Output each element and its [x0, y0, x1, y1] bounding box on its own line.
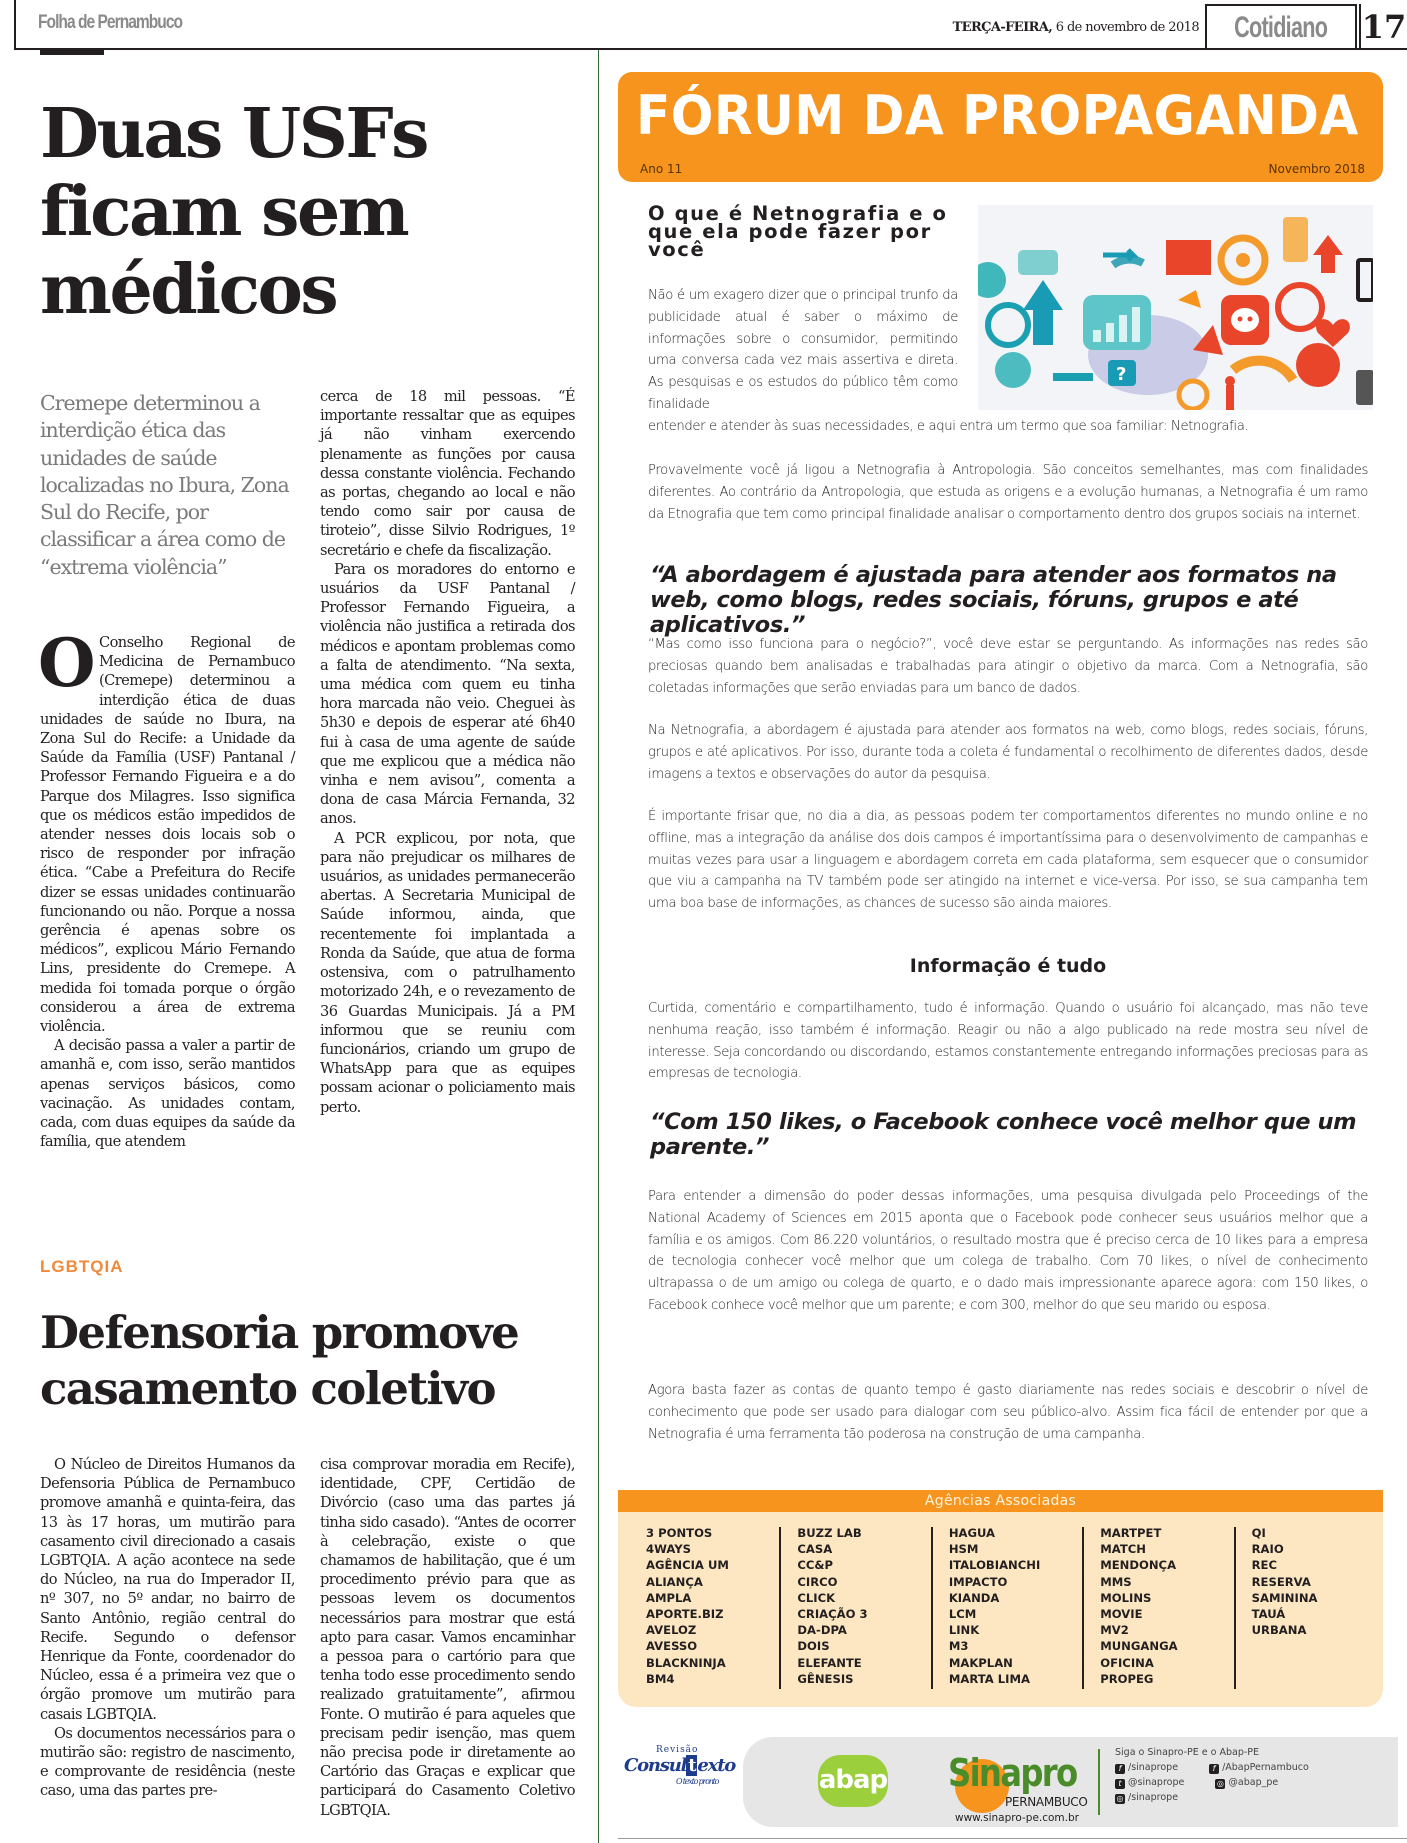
agency-column [1246, 1525, 1383, 1689]
facebook-handle: /sinaprope [1128, 1762, 1179, 1773]
footer-rule [618, 1838, 1407, 1839]
agencies-columns [618, 1512, 1383, 1689]
article1-headline: Duas USFs ficam sem médicos [40, 94, 427, 330]
pull-quote-1: “A abordagem é ajustada para atender aos formatos na web, como blogs, redes sociais, fóruns, grupos e até aplicativos.” [650, 562, 1337, 638]
forum-paragraph-4: É importante frisar que, no dia a dia, as pessoas podem ter comportamentos diferentes no mundo online e no offline, mas a integração da análise dos dois campos é importantíssima para o desenvolvimento de campanhas e muitas vezes para usar a linguagem e abordagem correta em cada plataforma, sem esquecer que o consumidor que viu a campanha na TV também pode ser atingido na internet e vice-versa. Por isso, se sua campanha tem uma boa base de informações, as chances de sucesso são ainda maiores. [648, 809, 1368, 912]
article1-paragraph [38, 624, 295, 1036]
facebook-icon: f [1115, 1764, 1125, 1774]
agency-name: URBANA [1251, 1623, 1307, 1638]
mobile-icon [1356, 370, 1373, 405]
agency-name: REC [1251, 1558, 1277, 1573]
instagram-link-abap[interactable] [1215, 1775, 1292, 1790]
share-icon [1296, 343, 1340, 387]
article1-paragraph: A PCR explicou, por nota, que para não prejudicar os milhares de usuários, as unidades permanecerão abertas. A Secretaria Municipal de Saúde informou, ainda, que recentemente foi implantada a Ronda da Saúde, que atua de forma ostensiva, com o patrulhamento motorizado 24h, e o revezamento de 36 Guardas Municipais. Já a PM informou que se reuniu com funcionários, criando um grupo de WhatsApp para que as equipes possam acionar o policiamento mais perto. [320, 829, 575, 1116]
film-icon [1166, 240, 1211, 275]
agency-name: MUNGANGA [1100, 1639, 1178, 1654]
agency-name: HSM [948, 1542, 979, 1557]
forum-paragraph-3: Na Netnografia, a abordagem é ajustada para atender aos formatos na web, como blogs, redes sociais, fóruns, grupos e até aplicativos. Por isso, durante toda a coleta é fundamental o recolhimento de diferentes dados, desde imagens a textos e observações do autor da pesquisa. [648, 723, 1368, 782]
agency-name: CIRCO [797, 1574, 838, 1589]
agency-column [791, 1525, 928, 1689]
agency-name: QI [1251, 1526, 1266, 1540]
agency-name: MARTA LIMA [948, 1671, 1030, 1686]
agency-name: CLICK [797, 1590, 836, 1605]
column-divider [598, 50, 599, 1843]
consul-name-b: exto [697, 1755, 736, 1776]
phone-icon [1283, 217, 1308, 262]
article2-column-1 [40, 1455, 295, 1801]
agency-name: AMPLA [646, 1590, 692, 1605]
header-accent-bar [40, 48, 104, 55]
weekday: TERÇA-FEIRA, [952, 20, 1053, 35]
agency-column [640, 1525, 777, 1689]
agency-column-separator [779, 1527, 781, 1689]
agency-name: MOLINS [1100, 1590, 1152, 1605]
person-head [1225, 376, 1235, 386]
agency-name: MAKPLAN [948, 1655, 1013, 1670]
forum-paragraph-1: Provavelmente você já ligou a Netnografia à Antropologia. São conceitos semelhantes, mas com finalidades diferentes. Ao contrário da Antropologia, que estuda as origens e a evolução humanas, a Netnografia é um ramo da Etnografia que tem como principal finalidade analisar o comportamento dentro dos grupos sociais na internet. [648, 463, 1368, 522]
agency-column [943, 1525, 1080, 1689]
forum-title: FÓRUM DA PROPAGANDA [636, 84, 1359, 147]
agency-name: MATCH [1100, 1542, 1146, 1557]
newspaper-name: Folha de Pernambuco [38, 12, 183, 33]
agency-column-separator [931, 1527, 933, 1689]
agency-name: DA-DPA [797, 1623, 847, 1638]
article2-paragraph: O Núcleo de Direitos Humanos da Defensoria Pública de Pernambuco promove amanhã e quinta-feira, das 13 às 17 horas, um mutirão para casamento civil direcionado a casais LGBTQIA. A ação acontece na sede do Núcleo, na rua do Imperador II, nº 307, no 5º andar, no bairro de Santo Antônio, região central do Recife. Segundo o defensor Henrique da Fonte, coordenador do Núcleo, essa é a primeira vez que o órgão promove um mutirão para casais LGBTQIA. [40, 1456, 295, 1723]
question-mark: ? [1116, 364, 1127, 385]
instagram-link[interactable] [1115, 1790, 1192, 1805]
agency-name: KIANDA [948, 1590, 1000, 1605]
instagram-icon: ◎ [1216, 1779, 1224, 1788]
forum-date: Novembro 2018 [1268, 162, 1365, 176]
agency-name: MARTPET [1100, 1526, 1162, 1540]
article2-paragraph: cisa comprovar moradia em Recife), identidade, CPF, Certidão de Divórcio (caso uma das partes já tinha sido casado). “Antes de ocorrer à celebração, existe o que chamamos de habilitação, que é um procedimento prévio para que as pessoas levem os documentos necessários para mostrar que está apto para casar. Vamos encaminhar a pessoa para o cartório para que tenha todo esse procedimento sendo realizado gratuitamente”, afirmou Fonte. O mutirão é para aqueles que precisam pedir isenção, mas quem não precisa pode ir diretamente ao Cartório das Graças e explicar que participará do Casamento Coletivo LGBTQIA. [320, 1456, 575, 1819]
consul-name-t: t [688, 1755, 696, 1776]
social-links [1115, 1745, 1337, 1805]
article2-kicker: LGBTQIA [40, 1257, 124, 1276]
sinapro-url-link[interactable]: www.sinapro-pe.com.br [955, 1812, 1079, 1824]
facebook-link[interactable] [1115, 1760, 1192, 1775]
agency-name: CRIAÇÃO 3 [797, 1607, 868, 1622]
forum-paragraph-7: Agora basta fazer as contas de quanto tempo é gasto diariamente nas redes sociais e descobrir o nível de conhecimento que pode ser usado para dialogar com seu público-alvo. Assim fica fácil de entender por que a Netnografia é uma ferramenta tão poderosa na construção de uma campanha. [648, 1383, 1368, 1442]
section-label [1205, 4, 1357, 50]
agency-column [1094, 1525, 1231, 1689]
section-name: Cotidiano [1234, 11, 1328, 44]
dot-2 [1248, 317, 1253, 322]
agency-name: PROPEG [1100, 1671, 1154, 1686]
paragraph-text: Conselho Regional de Medicina de Pernambuco (Cremepe) determinou a interdição ética de duas unidades de saúde no Ibura, na Zona Sul do Recife: a Unidade da Saúde da Família (USF) Pantanal / Professor Fernando Figueira e a do Parque dos Milagres. Isso significa que os médicos estão impedidos de atender nesses dois locais sob o risco de responder por infração ética. “Cabe a Prefeitura do Recife dizer se essas unidades continuarão funcionando ou não. Porque a nossa gerência é apenas sobre os médicos”, explicou Mário Fernando Lins, presidente do Cremepe. A medida foi tomada porque o órgão considerou a área de extrema violência. [40, 634, 295, 1036]
twitter-handle: @sinaprope [1128, 1777, 1185, 1788]
forum-subhead: Informação é tudo [909, 955, 1107, 977]
social-media-icons-illustration [978, 205, 1373, 410]
agency-name: AGÊNCIA UM [646, 1558, 729, 1573]
facebook-handle: /AbapPernambuco [1222, 1762, 1309, 1773]
agency-name: M3 [948, 1639, 969, 1654]
agency-name: AVESSO [646, 1639, 698, 1654]
article2-column-2 [320, 1455, 575, 1820]
consul-revisao: Revisão [656, 1745, 699, 1755]
issue-date [953, 20, 1199, 35]
agency-name: APORTE.BIZ [646, 1607, 724, 1622]
sponsor-footer [618, 1725, 1398, 1835]
page-number: 17 [1359, 4, 1407, 50]
agency-name: SAMININA [1251, 1590, 1318, 1605]
pull-quote-2: “Com 150 likes, o Facebook conhece você melhor que um parente.” [650, 1109, 1357, 1160]
consultexto-logo [624, 1745, 736, 1786]
article1-deck: Cremepe determinou a interdição ética das unidades de saúde localizadas no Ibura, Zona Sul do Recife, por classificar a área como de “extrema violência” [40, 391, 289, 579]
sponsors-panel [743, 1737, 1398, 1827]
bar-1 [1093, 330, 1101, 342]
forum-article-title: O que é Netnografia e o que ela pode fazer por você [648, 202, 948, 261]
agency-name: IMPACTO [948, 1574, 1008, 1589]
dot-1 [1238, 317, 1243, 322]
agency-name: DOIS [797, 1639, 830, 1654]
agency-name: LCM [948, 1607, 977, 1622]
agency-name: ITALOBIANCHI [948, 1558, 1041, 1573]
bar-3 [1119, 315, 1127, 342]
bar-4 [1132, 307, 1140, 342]
consul-tagline: O texto pronto [676, 1777, 719, 1786]
agency-name: CC&P [797, 1558, 834, 1573]
chat-icon [1018, 250, 1058, 275]
consul-name-a: Consul [624, 1755, 687, 1776]
agency-name: GÊNESIS [797, 1671, 854, 1686]
agency-column-separator [1234, 1527, 1236, 1689]
agency-name: RAIO [1251, 1542, 1284, 1557]
associated-agencies-box [618, 1490, 1383, 1707]
social-row-3 [1115, 1790, 1337, 1805]
instagram-handle: /sinaprope [1128, 1792, 1179, 1803]
person-icon [1226, 385, 1234, 410]
agency-name: ALIANÇA [646, 1574, 703, 1589]
sinapro-subtitle: PERNAMBUCO [1005, 1795, 1088, 1809]
agencies-title: Agências Associadas [618, 1490, 1383, 1512]
date-text: 6 de novembro de 2018 [1052, 20, 1199, 35]
twitter-link[interactable] [1115, 1775, 1198, 1790]
article1-paragraph: Para os moradores do entorno e usuários da USF Pantanal / Professor Fernando Figueira, a violência não justifica a retirada dos médicos e apontam problemas como a falta de atendimento. “Na sexta, uma médica com quem eu tinha hora marcada não veio. Cheguei às 5h30 e depois de esperar até 6h40 fui à casa de uma agente de saúde que me explicou que a médica não vinha e nem avisou”, comenta a dona de casa Márcia Fernanda, 32 anos. [320, 560, 575, 828]
agency-name: HAGUA [948, 1526, 996, 1540]
article1-paragraph: cerca de 18 mil pessoas. “É importante ressaltar que as equipes já não vinham exercendo plenamente as funções por causa dessa constante violência. Fechando as portas, chegando ao local e não tendo como sair por causa de tiroteio”, disse Silvio Rodrigues, 1º secretário e chefe da fiscalização. [320, 388, 575, 559]
forum-intro-tail: entender e atender às suas necessidades, e aqui entra um termo que soa familiar: Netnografia. [648, 419, 1249, 434]
agency-name: AVELOZ [646, 1623, 697, 1638]
bar-2 [1106, 323, 1114, 342]
agency-name: RESERVA [1251, 1574, 1311, 1589]
agency-name: MENDONÇA [1100, 1558, 1177, 1573]
agency-name: LINK [948, 1623, 980, 1638]
facebook-link-abap[interactable] [1209, 1760, 1323, 1775]
instagram-icon: ◎ [1116, 1794, 1124, 1803]
social-row-2 [1115, 1775, 1337, 1790]
dropcap: O [38, 624, 95, 702]
agency-name: BLACKNINJA [646, 1655, 726, 1670]
forum-edition: Ano 11 [640, 162, 683, 176]
agency-name: MOVIE [1100, 1607, 1143, 1622]
forum-intro: Não é um exagero dizer que o principal trunfo da publicidade atual é saber o máximo de informações sobre o consumidor, permitindo uma conversa cada vez mais assertiva e direta. As pesquisas e os estudos do público têm como finalidade [648, 288, 958, 412]
agency-column-separator [1082, 1527, 1084, 1689]
agency-name: 4WAYS [646, 1542, 691, 1557]
agency-name: CASA [797, 1542, 833, 1557]
article2-paragraph: Os documentos necessários para o mutirão são: registro de nascimento, e comprovante de residência (neste caso, uma das partes pre- [40, 1724, 295, 1800]
facebook-icon: f [1209, 1764, 1219, 1774]
article1-paragraph: A decisão passa a valer a partir de amanhã e, com isso, serão mantidos apenas serviços básicos, como vacinação. As unidades contam, cada, com duas equipes da saúde da família, que atendem [40, 1037, 295, 1151]
agency-name: BUZZ LAB [797, 1526, 862, 1540]
agency-name: MV2 [1100, 1623, 1129, 1638]
forum-paragraph-6: Para entender a dimensão do poder dessas informações, uma pesquisa divulgada pelo Proceedings of the National Academy of Sciences em 2015 aponta que o Facebook pode conhecer seus usuários melhor que a família e os amigos. Com 86.220 voluntários, o resultado mostra que é preciso cerca de 10 likes para a empresa de tecnologia conhecer você melhor que um colega de trabalho. Com 70 likes, o nível de conhecimento ultrapassa o de um amigo ou colega de quarto, e o dado mais impressionante aparece agora: com 150 likes, o Facebook conhece você melhor que um parente; e com 300, melhor do que seu marido ou esposa. [648, 1189, 1368, 1313]
bubble [1231, 308, 1259, 332]
forum-banner [618, 72, 1383, 182]
social-row-1 [1115, 1760, 1337, 1775]
agency-name: ELEFANTE [797, 1655, 862, 1670]
agency-name: 3 PONTOS [646, 1526, 713, 1540]
forum-paragraph-2: “Mas como isso funciona para o negócio?”, você deve estar se perguntando. As informações nas redes são preciosas quando bem analisadas e trabalhadas para atingir o objetivo da marca. Com a Netnografia, são coletadas informações que serão enviadas para um banco de dados. [648, 637, 1368, 696]
footer-separator [1098, 1749, 1100, 1815]
article2-headline: Defensoria promove casamento coletivo [40, 1306, 519, 1415]
article1-column-1 [38, 624, 295, 1151]
agency-name: MMS [1100, 1574, 1132, 1589]
forum-paragraph-5: Curtida, comentário e compartilhamento, tudo é informação. Quando o usuário foi alcançado, mas não teve nenhuma reação, isso também é informação. Reagir ou não a algo publicado na rede mostra seu nível de interesse. Seja concordando ou discordando, estamos constantemente entregando informações preciosas para as empresas de tecnologia. [648, 1001, 1368, 1082]
agency-name: BM4 [646, 1671, 675, 1686]
abap-logo: abap [818, 1755, 888, 1807]
twitter-icon: t [1115, 1779, 1125, 1789]
target-center [1236, 253, 1250, 267]
sinapro-logo: Sinapro [948, 1751, 1077, 1795]
instagram-handle: @abap_pe [1228, 1777, 1279, 1788]
faucet-icon [1053, 373, 1093, 381]
illustration-svg [978, 205, 1373, 410]
agency-name: OFICINA [1100, 1655, 1154, 1670]
agency-name: TAUÁ [1251, 1607, 1286, 1622]
page-header [14, 0, 1407, 50]
article1-column-2 [320, 387, 575, 1117]
gear-icon [995, 352, 1031, 388]
follow-text: Siga o Sinapro-PE e o Abap-PE [1115, 1747, 1260, 1758]
